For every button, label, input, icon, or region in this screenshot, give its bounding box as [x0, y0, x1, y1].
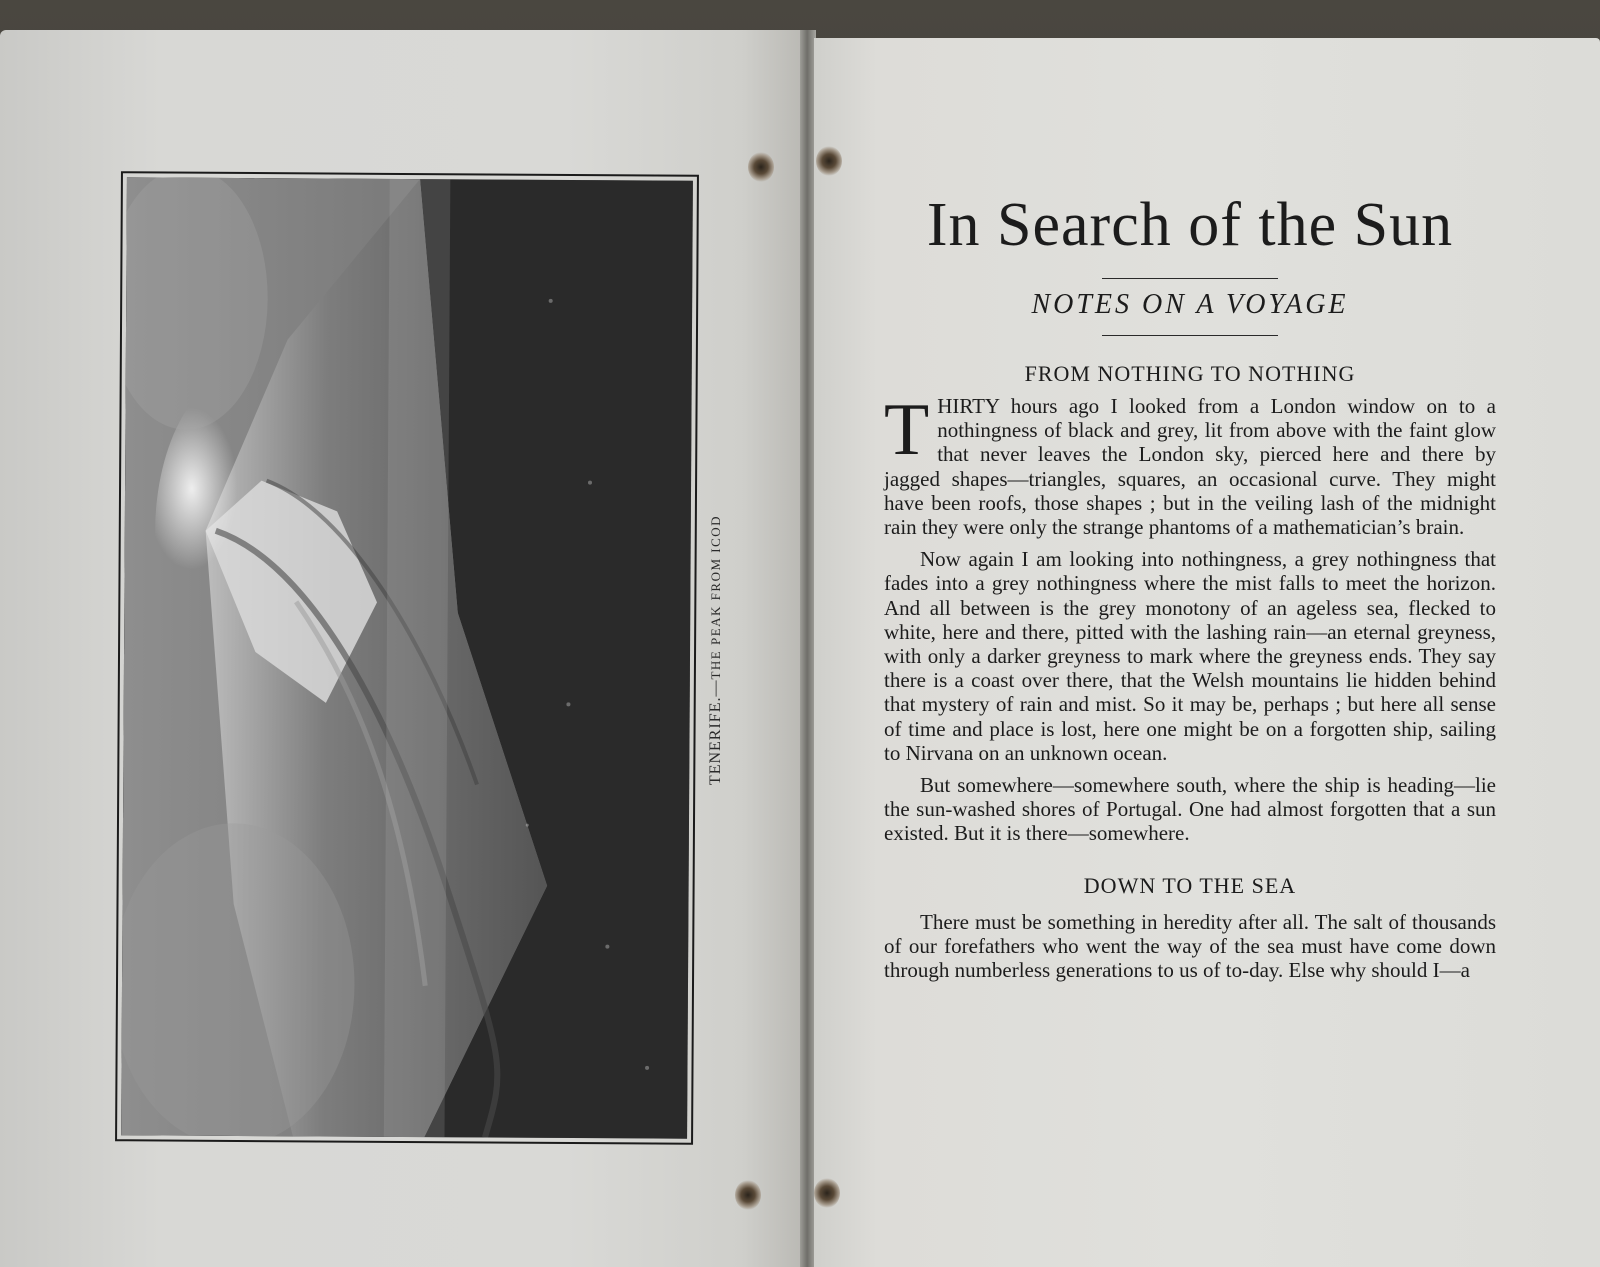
title-rule-bottom [1102, 335, 1278, 336]
photo-frame [115, 171, 699, 1145]
paragraph: There must be something in heredity after all. The salt of thousands of our forefathers who went the way of the sea must have come down through numberless generations to us of to-day. Else why should I—a [884, 909, 1496, 983]
right-page [814, 38, 1600, 1267]
caption-dash: — [707, 679, 724, 697]
section-heading: FROM NOTHING TO NOTHING [1024, 361, 1356, 386]
section-heading: DOWN TO THE SEA [1083, 872, 1297, 898]
staple-hole-top-left [748, 152, 774, 182]
photo-caption [707, 430, 725, 870]
staple-hole-bottom-right [814, 1178, 840, 1208]
drop-cap: T [884, 389, 930, 471]
paragraph: Now again I am looking into nothingness, a grey nothingness that fades into a grey nothingness where the mist falls to meet the horizon. And all between is the grey monotony of an ageless sea, flecked to white, here and there, pitted with the lashing rain—an eternal greyness, with only a darker greyness to mark where the greyness ends. They say there is a coast over there, that the Welsh mountains lie hidden behind that mystery of rain and mist. So it may be, perhaps ; but here all sense of time and place is lost, here one might be on a forgotten ship, sailing to Nirvana on an unknown ocean. [884, 547, 1496, 765]
paragraph: But somewhere—somewhere south, where the ship is heading—lie the sun-washed shores of Portugal. One had almost forgotten that a sun existed. But it is there—somewhere. [884, 773, 1496, 846]
book-title: In Search of the Sun [926, 191, 1454, 259]
paragraph [884, 389, 1496, 540]
staple-hole-top-right [816, 146, 842, 176]
staple-hole-bottom-left [735, 1180, 761, 1210]
paragraph-text: HIRTY hours ago I looked from a London window on to a nothingness of black and grey, lit from above with the faint glow that never leaves the London sky, pierced here and there by jagged shapes—triangles, squares, an occasional curve. They might have been roofs, those shapes ; but in the veiling lash of the midnight rain they were only the strange phantoms of a mathematician’s brain. [884, 394, 1496, 540]
title-rule-top [1102, 278, 1278, 279]
tenerife-peak-photo [121, 177, 693, 1138]
article [884, 188, 1496, 982]
caption-place: TENERIFE. [707, 696, 724, 786]
subtitle: NOTES ON A VOYAGE [1031, 289, 1349, 320]
mountain-landscape-image [121, 177, 693, 1138]
left-page [0, 30, 806, 1267]
caption-description: THE PEAK FROM ICOD [708, 514, 723, 680]
